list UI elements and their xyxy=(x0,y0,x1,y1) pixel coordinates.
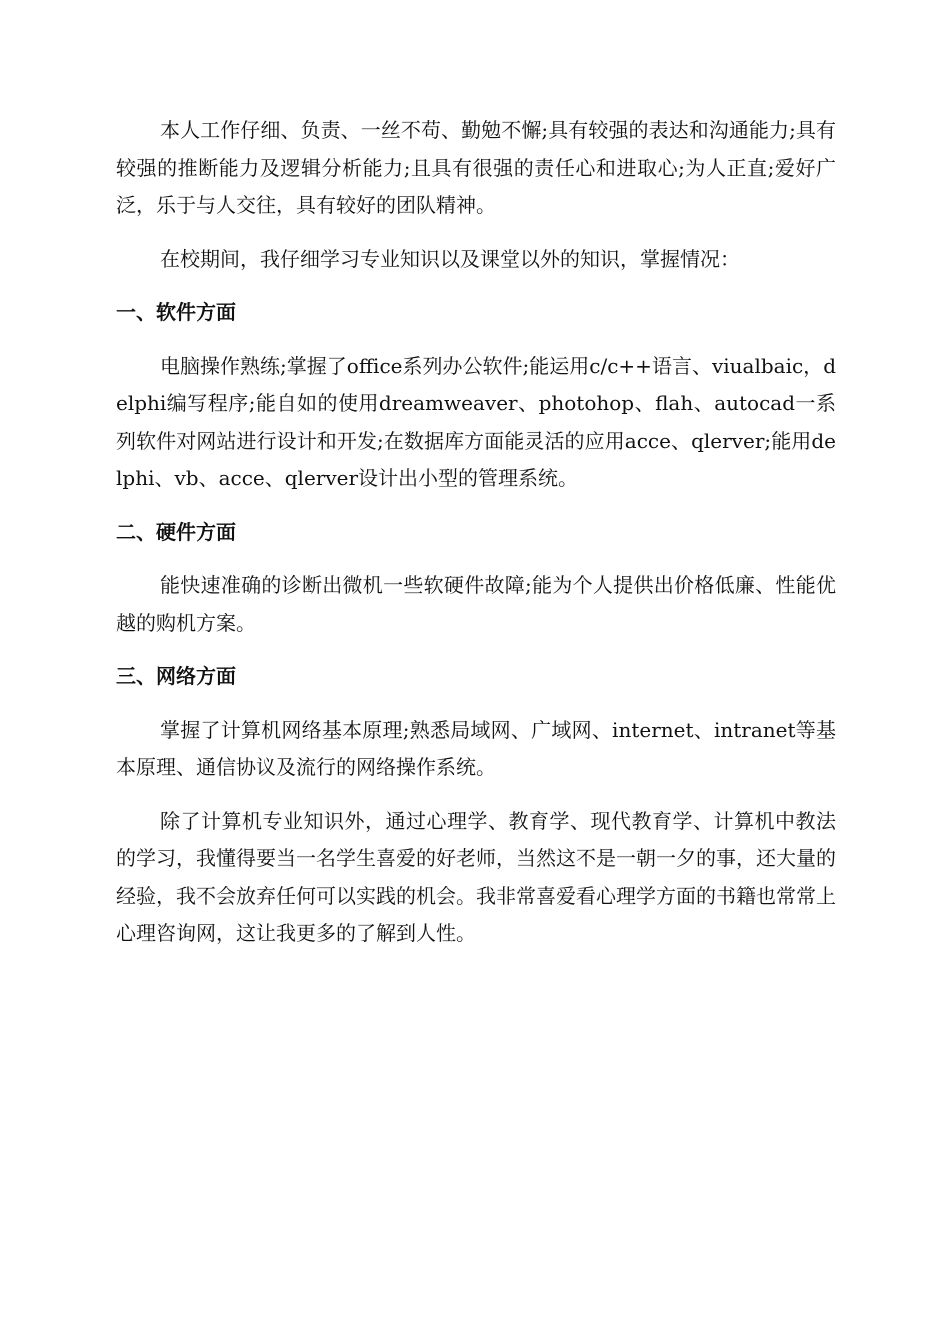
section-body-hardware: 能快速准确的诊断出微机一些软硬件故障;能为个人提供出价格低廉、性能优越的购机方案。 xyxy=(116,573,836,635)
section-body-network: 掌握了计算机网络基本原理;熟悉局域网、广域网、internet、intranet等基本原理、通信协议及流行的网络操作系统。 xyxy=(116,717,836,779)
section-heading-hardware: 二、硬件方面 xyxy=(116,519,236,544)
closing-paragraph: 除了计算机专业知识外，通过心理学、教育学、现代教育学、计算机中教法的学习，我懂得要当一名学生喜爱的好老师，当然这不是一朝一夕的事，还大量的经验，我不会放弃任何可以实践的机会。我非常喜爱看心理学方面的书籍也常常上心理咨询网，这让我更多的了解到人性。 xyxy=(116,808,836,945)
section-heading-network: 三、网络方面 xyxy=(116,664,236,688)
section-heading-software: 一、软件方面 xyxy=(116,300,236,324)
study-paragraph: 在校期间，我仔细学习专业知识以及课堂以外的知识，掌握情况： xyxy=(160,246,740,271)
intro-paragraph: 本人工作仔细、负责、一丝不苟、勤勉不懈;具有较强的表达和沟通能力;具有较强的推断能力及逻辑分析能力;且具有很强的责任心和进取心;为人正直;爱好广泛，乐于与人交往，具有较好的团队精神。 xyxy=(116,118,836,217)
section-body-software: 电脑操作熟练;掌握了office系列办公软件;能运用c/c++语言、viualbaic，delphi编写程序;能自如的使用dreamweaver、photohop、flah、autocad一系列软件对网站进行设计和开发;在数据库方面能灵活的应用acce、qlerver;能用delphi、vb、acce、qlerver设计出小型的管理系统。 xyxy=(116,353,836,490)
document-body xyxy=(116,112,836,969)
